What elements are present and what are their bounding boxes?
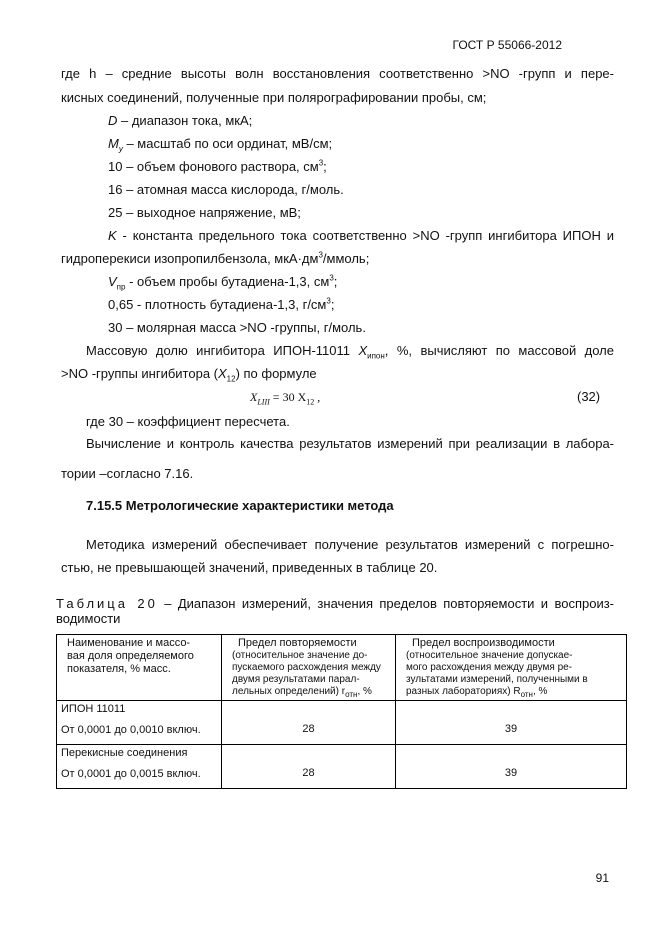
reproducibility-value: 39 [396, 701, 627, 745]
legend-oxygen: 16 – атомная масса кислорода, г/моль. [108, 182, 344, 197]
table-caption [56, 596, 614, 612]
subscript: отн [520, 690, 533, 699]
metrology-table [56, 634, 627, 789]
paragraph-line: тории –согласно 7.16. [61, 466, 194, 481]
reproducibility-value: 39 [396, 745, 627, 789]
legend-text: - объем пробы бутадиена-1,3, см [125, 274, 330, 289]
symbol: M [108, 136, 119, 151]
header-desc [400, 650, 622, 698]
legend-voltage: 25 – выходное напряжение, мВ; [108, 205, 301, 220]
paragraph-line: где 30 – коэффициент пересчета. [86, 414, 290, 429]
caption-text: – Диапазон измерений, значения пределов повторяемости и воспроиз- [157, 596, 614, 611]
group-label: Перекисные соединения [61, 747, 188, 759]
symbol: X [217, 366, 227, 381]
formula-rhs-sub: 12 [306, 397, 315, 407]
formula-lhs: X [250, 390, 258, 404]
punct: , % [532, 686, 548, 697]
legend-k-cont [61, 251, 369, 267]
page-number: 91 [595, 871, 609, 885]
formula-number: (32) [577, 389, 601, 404]
range-label: От 0,0001 до 0,0010 включ. [61, 724, 201, 736]
header-title: Предел воспроизводимости [412, 637, 555, 649]
group-cell [57, 701, 222, 745]
punct: ; [333, 274, 338, 289]
repeatability-value: 28 [222, 701, 396, 745]
legend-molar-mass: 30 – молярная масса >NO -группы, г/моль. [108, 320, 366, 335]
punct: , [314, 390, 321, 404]
text: Массовую долю ингибитора ИПОН-11011 [86, 343, 359, 358]
repeatability-value: 28 [222, 745, 396, 789]
table-row [57, 745, 627, 789]
group-label: ИПОН 11011 [61, 703, 126, 715]
formula-lhs-sub: LIII [257, 397, 270, 407]
standard-header: ГОСТ Р 55066-2012 [452, 38, 562, 52]
superscript: 3 [318, 250, 323, 260]
paragraph-line: кисных соединений, полученные при полярографировании пробы, см; [61, 90, 487, 105]
paragraph-line: Вычисление и контроль качества результатов измерений при реализации в лабора- [86, 436, 614, 451]
table-row [57, 701, 627, 745]
paragraph-line [86, 343, 614, 359]
legend-volume [108, 159, 327, 175]
table-header-row [57, 635, 627, 701]
range-label: От 0,0001 до 0,0015 включ. [61, 768, 201, 780]
formula [250, 389, 320, 405]
legend-text: /ммоль; [322, 251, 370, 266]
subscript: 12 [226, 374, 236, 384]
legend-d [108, 113, 252, 129]
header-desc [226, 650, 391, 698]
paragraph-line: Методика измерений обеспечивает получение результатов измерений с погрешно- [86, 537, 614, 552]
desc-text: (относительное значение допускае- мого расхождения между двумя ре- зультатами измерений, полученными в разных лабораториях) R [406, 650, 588, 697]
header-title: Предел повторяемости [238, 637, 357, 649]
superscript: 3 [318, 158, 324, 168]
symbol: V [108, 274, 117, 289]
text: , %, вычисляют по массовой доле [384, 343, 614, 358]
header-repeatability [222, 635, 396, 701]
text: >NO -группы ингибитора ( [61, 366, 218, 381]
superscript: 3 [329, 273, 334, 283]
legend-my [108, 136, 332, 152]
punct: ; [323, 159, 327, 174]
legend-density [108, 297, 334, 313]
legend-k [108, 228, 614, 244]
paragraph-line: где h – средние высоты волн восстановления соответственно >NO -групп и пере- [61, 66, 614, 81]
group-cell [57, 745, 222, 789]
legend-text: – диапазон тока, мкА; [117, 113, 253, 128]
paragraph-line: стью, не превышающей значений, приведенных в таблице 20. [61, 560, 438, 575]
superscript: 3 [326, 296, 331, 306]
header-reproducibility [396, 635, 627, 701]
legend-text: - константа предельного тока соответственно >NO -групп ингибитора ИПОН и [116, 228, 614, 243]
table-caption-cont: водимости [56, 611, 121, 626]
legend-text: 10 – объем фонового раствора, см [108, 159, 319, 174]
text: ) по формуле [235, 366, 317, 381]
legend-vpr [108, 274, 337, 290]
punct: , % [357, 686, 372, 697]
subscript: y [118, 144, 123, 154]
subscript: пр [116, 282, 126, 292]
symbol: D [108, 113, 118, 128]
legend-text: 0,65 - плотность бутадиена-1,3, г/см [108, 297, 327, 312]
legend-text: – масштаб по оси ординат, мВ/см; [122, 136, 333, 151]
section-heading: 7.15.5 Метрологические характеристики метода [86, 498, 394, 513]
paragraph-line [61, 366, 317, 382]
punct: ; [330, 297, 335, 312]
subscript: ипон [367, 351, 385, 361]
symbol: X [358, 343, 368, 358]
caption-label: Таблица 20 [56, 596, 158, 611]
formula-rhs: = 30 X [269, 390, 307, 404]
legend-text: гидроперекиси изопропилбензола, мкА·дм [61, 251, 319, 266]
symbol: K [108, 228, 117, 243]
subscript: отн [345, 690, 358, 699]
desc-text: (относительное значение до- пускаемого расхождения между двумя результатами парал- лельных определений) r [232, 650, 381, 697]
header-indicator: Наименование и массо- вая доля определяемого показателя, % масс. [57, 635, 222, 701]
